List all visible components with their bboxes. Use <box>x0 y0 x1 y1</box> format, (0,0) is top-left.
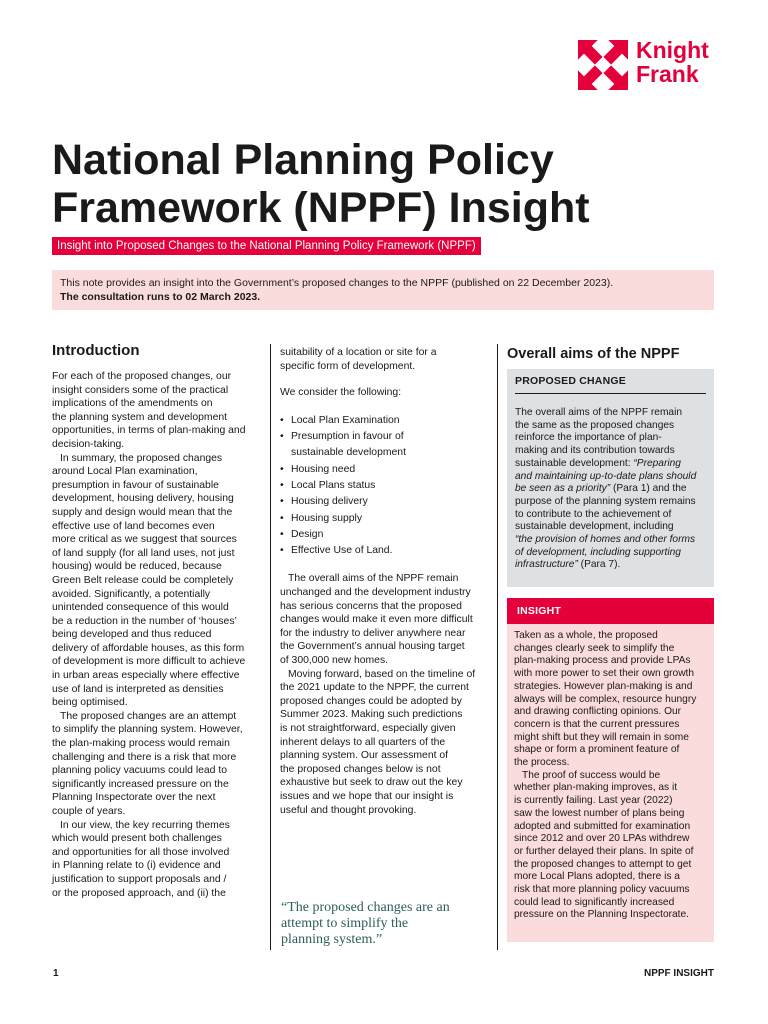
text-line: changes would make it even more difficult <box>280 614 473 626</box>
footer-label: NPPF INSIGHT <box>643 968 714 979</box>
consultation-note <box>52 270 714 310</box>
text-line: of land supply (for all land uses, not just <box>52 547 235 559</box>
text-line: in Planning relate to (i) evidence and <box>52 860 221 872</box>
text-line: insight considers some of the practical <box>52 384 229 396</box>
text-line: inherent delays to all quarters of the <box>280 736 446 748</box>
text-line: plan-making process and provide LPAs <box>514 655 691 667</box>
text-line: always will be complex, resource hungry <box>514 693 697 705</box>
text-line: pressure on the Planning Inspectorate. <box>514 909 689 921</box>
middle-para-2 <box>280 572 485 817</box>
text-line: The proposed changes are an attempt <box>60 710 237 722</box>
text-line: For each of the proposed changes, our <box>52 371 232 382</box>
text-line <box>515 559 706 572</box>
quote-line: attempt to simplify the <box>281 916 409 931</box>
text-line: Taken as a whole, the proposed <box>514 630 658 641</box>
page-title-line-1: National Planning Policy <box>52 136 554 184</box>
text-line: implications of the amendments on <box>52 398 213 410</box>
text-line: In summary, the proposed changes <box>60 452 223 464</box>
text-line: suitability of a location or site for a <box>280 347 437 358</box>
text-line: challenging and there is a risk that more <box>52 751 237 763</box>
text-line: unchanged and the development industry <box>280 587 471 599</box>
text-line: could lead to significantly increased <box>514 896 675 908</box>
column-divider <box>497 344 498 950</box>
text-line: might shift but they will remain in some <box>514 731 689 743</box>
quote-segment: infrastructure” <box>515 559 578 571</box>
text-line: Green Belt release could be completely <box>52 574 234 586</box>
text-line: planning system. Our assessment of <box>280 750 449 762</box>
text-line: housing) would be reduced, because <box>52 561 222 573</box>
text-line: The overall aims of the NPPF remain <box>288 573 459 585</box>
text-line: reinforce the importance of plan- <box>515 432 662 444</box>
list-item: • Design <box>280 527 485 543</box>
page-title <box>52 136 692 232</box>
introduction-heading: Introduction <box>52 342 140 359</box>
text-line: Planning Inspectorate over the next <box>52 792 216 804</box>
text-line: whether plan-making improves, as it <box>514 782 678 794</box>
text-line: being developed and thus reduced <box>52 629 212 641</box>
text-line: the same as the proposed changes <box>515 419 675 431</box>
text-line: the proposed changes to attempt to get <box>514 858 692 870</box>
list-item-continuation: sustainable development <box>291 447 406 459</box>
text-line: in urban areas especially where effective <box>52 670 240 682</box>
logo-text-knight: Knight <box>636 37 709 63</box>
text-line: shape or form a prominent feature of <box>514 744 680 756</box>
text-line: the planning system and development <box>52 411 228 423</box>
list-item: • Housing supply <box>280 511 485 527</box>
text-segment: sustainable development: <box>515 457 631 469</box>
list-item: • Housing delivery <box>280 494 485 510</box>
text-line: to simplify the planning system. However, <box>52 724 243 736</box>
text-line: more Local Plans adopted, there is a <box>514 871 680 883</box>
list-item: • Local Plan Examination <box>280 413 485 429</box>
text-line: Summer 2023. Making such predictions <box>280 709 463 721</box>
quote-line: planning system.” <box>281 932 383 947</box>
text-line: adopted and submitted for examination <box>514 820 691 832</box>
text-segment: (Para 1) and the <box>610 483 687 495</box>
column-divider <box>270 344 271 950</box>
text-line: sustainable development, including <box>515 521 674 533</box>
consider-intro <box>280 386 485 400</box>
text-line <box>515 483 706 496</box>
text-line: the plan-making process would remain <box>52 738 230 750</box>
text-line: exhaustive but seek to draw out the key <box>280 777 463 789</box>
text-line: the proposed changes below is not <box>280 763 441 775</box>
text-line: couple of years. <box>52 806 126 817</box>
text-line: to contribute to the achievement of <box>515 508 672 520</box>
text-line: supply and design would mean that the <box>52 506 233 518</box>
text-line: We consider the following: <box>280 387 402 399</box>
text-line: development, housing delivery, housing <box>52 493 234 505</box>
text-line: In our view, the key recurring themes <box>60 819 230 831</box>
text-line: presumption in favour of sustainable <box>52 479 219 491</box>
topics-list <box>280 413 485 560</box>
text-line: specific form of development. <box>280 360 416 372</box>
text-line: more critical as we suggest that sources <box>52 534 237 546</box>
text-line: or further delayed their plans. In spite of <box>514 845 694 857</box>
text-line: proposed changes could be adopted by <box>280 695 462 707</box>
text-line: of development is more difficult to achieve <box>52 656 246 668</box>
text-line: issues and we hope that our insight is <box>280 790 454 802</box>
knight-frank-logo <box>578 38 728 94</box>
text-line: of development, including supporting <box>515 546 681 558</box>
text-line: Moving forward, based on the timeline of <box>288 668 476 680</box>
text-line: unintended consequence of this would <box>52 602 229 614</box>
text-line: since 2012 and over 20 LPAs withdrew <box>514 833 690 845</box>
text-line: is currently failing. Last year (2022) <box>514 795 673 807</box>
quote-line: “The proposed changes are an <box>281 900 450 915</box>
proposed-change-box <box>507 369 714 587</box>
text-line: effective use of land becomes even <box>52 520 215 532</box>
middle-para-1 <box>280 346 485 373</box>
text-line: has serious concerns that the proposed <box>280 600 462 612</box>
insight-box <box>507 624 714 942</box>
text-line: The overall aims of the NPPF remain <box>515 407 683 418</box>
text-line: be a reduction in the number of ‘houses’ <box>52 615 237 627</box>
note-bold-text: The consultation runs to 02 March 2023. <box>60 291 261 303</box>
text-line: being optimised. <box>52 697 128 709</box>
logo-text-frank: Frank <box>636 61 699 87</box>
text-line: decision-taking. <box>52 438 125 450</box>
text-line: which would present both challenges <box>52 833 222 845</box>
proposed-change-body <box>515 407 706 572</box>
text-line: planning policy vacuums could lead to <box>52 765 228 777</box>
proposed-change-heading: PROPOSED CHANGE <box>515 375 706 394</box>
list-item: • Housing need <box>280 462 485 478</box>
text-line: concern is that the current pressures <box>514 718 680 730</box>
text-line: around Local Plan examination, <box>52 466 198 478</box>
text-segment: (Para 7). <box>577 559 621 571</box>
text-line: avoided. Significantly, a potentially <box>52 588 211 600</box>
aims-column <box>507 346 714 363</box>
list-item: • Local Plans status <box>280 478 485 494</box>
middle-column <box>280 346 485 817</box>
note-text: This note provides an insight into the Government’s proposed changes to the NPPF (published on 22 December 2023). <box>60 277 614 289</box>
text-line: or the proposed approach, and (ii) the <box>52 887 226 899</box>
text-line: justification to support proposals and / <box>52 873 227 885</box>
subtitle-banner: Insight into Proposed Changes to the National Planning Policy Framework (NPPF) <box>52 237 481 255</box>
pull-quote <box>281 900 481 948</box>
page-number: 1 <box>53 968 59 979</box>
text-line: making and its contribution towards <box>515 445 675 457</box>
insight-body <box>514 630 707 922</box>
page-title-line-2: Framework (NPPF) Insight <box>52 184 590 232</box>
text-line: is not straightforward, especially given <box>280 722 456 734</box>
introduction-column <box>52 342 264 900</box>
text-line: the Government’s annual housing target <box>280 641 465 653</box>
insight-heading: INSIGHT <box>507 598 714 624</box>
text-line: saw the lowest number of plans being <box>514 807 685 819</box>
text-line: for the industry to deliver anywhere near <box>280 627 466 639</box>
text-line: “the provision of homes and other forms <box>515 534 696 546</box>
text-line: risk that more planning policy vacuums <box>514 884 690 896</box>
text-line: significantly increased pressure on the <box>52 778 229 790</box>
list-item: • Effective Use of Land. <box>280 543 485 559</box>
text-line: strategies. However plan-making is and <box>514 680 693 692</box>
text-line: delivery of affordable houses, as this form <box>52 642 245 654</box>
text-line: the 2021 update to the NPPF, the current <box>280 682 469 694</box>
text-line: the process. <box>514 757 570 769</box>
text-line: of 300,000 new homes. <box>280 655 389 667</box>
text-line: and maintaining up-to-date plans should <box>515 470 697 482</box>
text-line: purpose of the planning system remains <box>515 495 696 507</box>
list-item: • Presumption in favour of <box>280 429 485 445</box>
quote-segment: be seen as a priority” <box>515 483 611 495</box>
introduction-body <box>52 370 264 900</box>
aims-heading: Overall aims of the NPPF <box>507 346 680 362</box>
text-line <box>515 458 706 471</box>
quote-segment: “Preparing <box>633 457 681 469</box>
text-line: opportunities, in terms of plan-making and <box>52 425 246 437</box>
text-line: with more power to set their own growth <box>514 668 695 680</box>
text-line: use of land is interpreted as densities <box>52 683 224 695</box>
text-line: changes clearly seek to simplify the <box>514 642 675 654</box>
text-line: and opportunities for all those involved <box>52 846 230 858</box>
text-line: useful and thought provoking. <box>280 804 417 816</box>
text-line: The proof of success would be <box>522 769 661 781</box>
knight-frank-logo-mark-icon <box>578 40 628 90</box>
text-line: and drawing conflicting opinions. Our <box>514 706 682 718</box>
